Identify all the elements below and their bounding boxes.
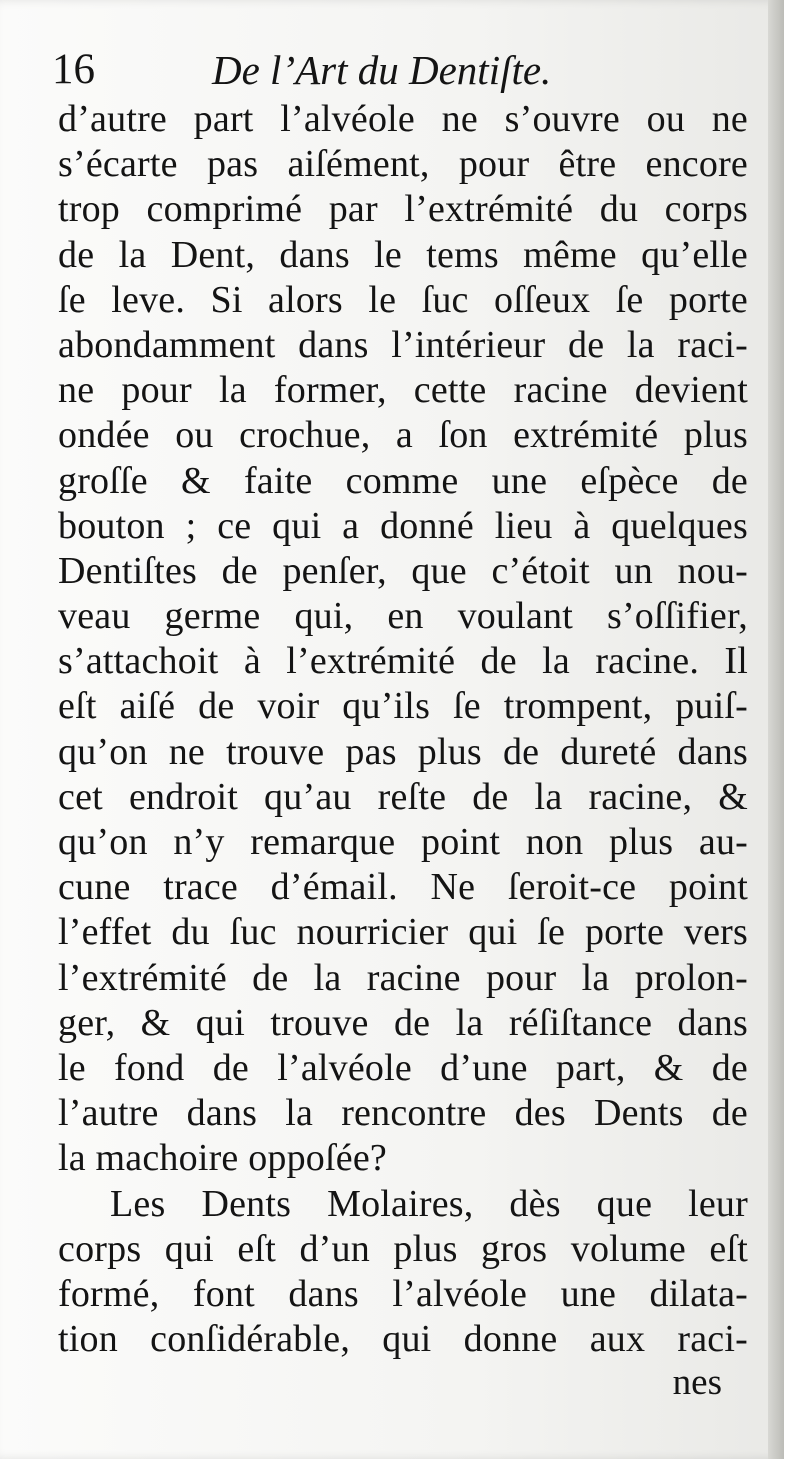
text-line: groſſe & faite comme une eſpèce de — [58, 459, 748, 502]
page-number: 16 — [52, 46, 95, 93]
text-line: bouton ; ce qui a donné lieu à quelques — [58, 504, 748, 547]
text-line: l’effet du ſuc nourricier qui ſe porte vers — [58, 911, 748, 954]
running-head — [52, 44, 752, 96]
text-line: ondée ou crochue, a ſon extrémité plus — [58, 414, 748, 457]
text-line: qu’on ne trouve pas plus de dureté dans — [58, 730, 748, 773]
text-line: s’attachoit à l’extrémité de la racine. Il — [58, 640, 748, 683]
text-line: Les Dents Molaires, dès que leur — [110, 1182, 748, 1225]
text-line: Dentiſtes de penſer, que c’étoit un nou- — [58, 549, 748, 592]
text-line: ger, & qui trouve de la réſiſtance dans — [58, 1001, 748, 1044]
page-edge — [768, 0, 784, 1459]
text-line: qu’on n’y remarque point non plus au- — [58, 821, 748, 863]
text-line: la machoire oppoſée? — [58, 1137, 387, 1180]
text-line: formé, font dans l’alvéole une dilata- — [58, 1272, 748, 1315]
text-line: corps qui eſt d’un plus gros volume eſt — [58, 1227, 748, 1270]
text-line: l’extrémité de la racine pour la prolon- — [58, 956, 748, 999]
text-line: abondamment dans l’intérieur de la raci- — [58, 323, 748, 366]
text-line: veau germe qui, en voulant s’oſſifier, — [58, 595, 748, 638]
catchword: nes — [672, 1362, 722, 1403]
text-line: le fond de l’alvéole d’une part, & de — [58, 1046, 748, 1089]
text-line: d’autre part l’alvéole ne s’ouvre ou ne — [58, 98, 748, 140]
text-line: tion conſidérable, qui donne aux raci- — [58, 1318, 748, 1361]
text-line: ne pour la former, cette racine devient — [58, 369, 748, 412]
text-line: trop comprimé par l’extrémité du corps — [58, 188, 748, 231]
text-line: de la Dent, dans le tems même qu’elle — [58, 233, 748, 276]
text-line: l’autre dans la rencontre des Dents de — [58, 1092, 748, 1135]
text-block — [58, 97, 748, 1362]
text-line: cune trace d’émail. Ne ſeroit-ce point — [58, 866, 748, 909]
text-line: eſt aiſé de voir qu’ils ſe trompent, puiſ- — [58, 685, 748, 728]
text-line: cet endroit qu’au reſte de la racine, & — [58, 775, 748, 818]
text-line: ſe leve. Si alors le ſuc oſſeux ſe porte — [58, 278, 748, 321]
running-title: De l’Art du Dentiſte. — [212, 47, 552, 93]
text-line: s’écarte pas aiſément, pour être encore — [58, 143, 748, 186]
